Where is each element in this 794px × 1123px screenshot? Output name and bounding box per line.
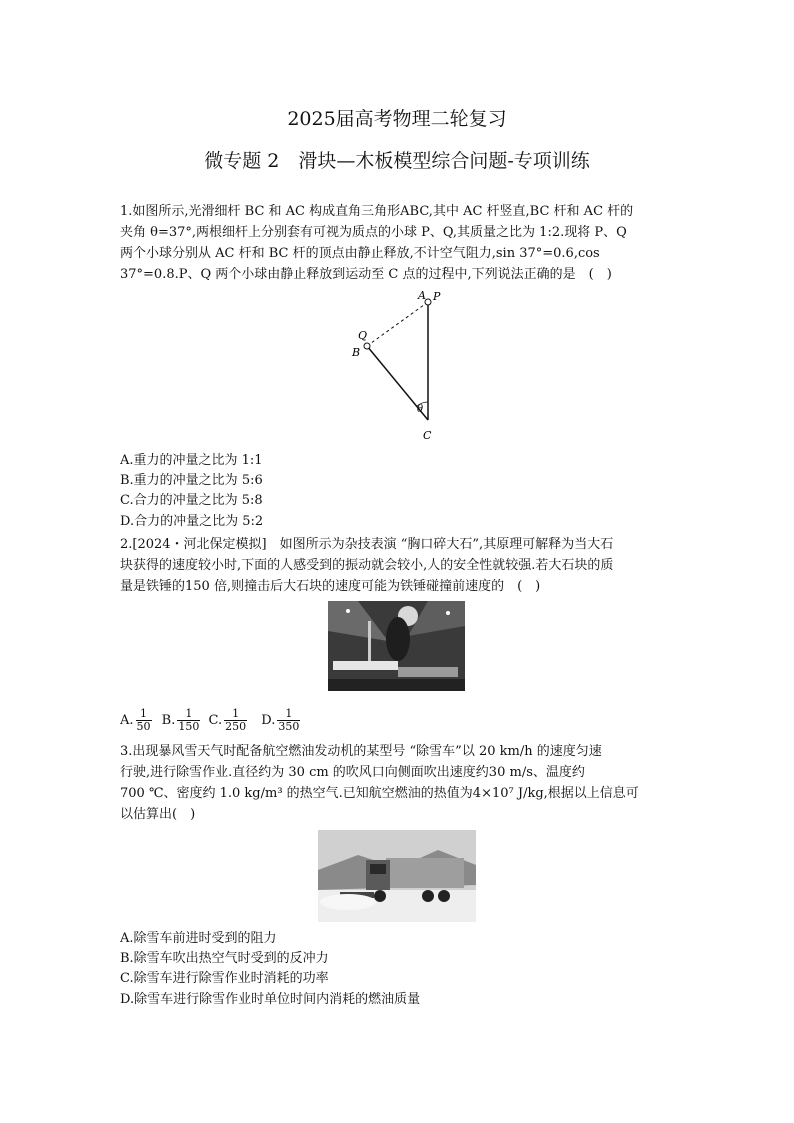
q2-option-a[interactable]: A. $\frac{1}{50}$ xyxy=(120,707,151,733)
q3-option-b[interactable]: B.除雪车吹出热空气时受到的反冲力 xyxy=(120,951,329,966)
q2-options-row xyxy=(120,708,302,733)
q1-line: 1.如图所示,光滑细杆 BC 和 AC 构成直角三角形ABC,其中 AC 杆竖直,BC 杆和 AC 杆的 xyxy=(120,204,634,219)
q3-option-a[interactable]: A.除雪车前进时受到的阻力 xyxy=(120,931,277,946)
q2-option-d[interactable]: D. $\frac{1}{350}$ xyxy=(261,707,300,733)
q1-line: 夹角 θ=37°,两根细杆上分别套有可视为质点的小球 P、Q,其质量之比为 1:2.现将 P、Q xyxy=(120,225,627,240)
q3-option-c[interactable]: C.除雪车进行除雪作业时消耗的功率 xyxy=(120,971,329,986)
q3-option-d[interactable]: D.除雪车进行除雪作业时单位时间内消耗的燃油质量 xyxy=(120,992,421,1007)
q1-option-a[interactable]: A.重力的冲量之比为 1:1 xyxy=(120,453,263,468)
q1-option-b[interactable]: B.重力的冲量之比为 5:6 xyxy=(120,473,263,488)
label-a: A xyxy=(418,289,426,302)
label-q: Q xyxy=(358,329,368,342)
q2-option-b[interactable]: B. $\frac{1}{150}$ xyxy=(161,707,200,733)
q2-line: 块获得的速度较小时,下面的人感受到的振动就会较小,人的安全性就较强.若大石块的质 xyxy=(120,558,614,573)
stone-smash-photo xyxy=(328,601,465,691)
q1-line: 两个小球分别从 AC 杆和 BC 杆的顶点由静止释放,不计空气阻力,sin 37°=0.6,cos xyxy=(120,246,600,261)
label-b: B xyxy=(352,346,361,359)
q1-line: 37°=0.8.P、Q 两个小球由静止释放到运动至 C 点的过程中,下列说法正确的是 ( ) xyxy=(120,267,612,282)
q3-line: 以估算出( ) xyxy=(120,807,196,822)
q1-option-c[interactable]: C.合力的冲量之比为 5:8 xyxy=(120,493,263,508)
q2-line: 2.[2024・河北保定模拟] 如图所示为杂技表演 “胸口碎大石”,其原理可解释为当大石 xyxy=(120,537,614,552)
label-c: C xyxy=(423,429,432,442)
q1-option-d[interactable]: D.合力的冲量之比为 5:2 xyxy=(120,514,264,529)
q2-option-c[interactable]: C. $\frac{1}{250}$ xyxy=(208,707,247,733)
question-2-text xyxy=(120,534,680,597)
dashed-ab xyxy=(367,302,428,346)
question-3-text xyxy=(120,741,680,825)
q3-line: 行驶,进行除雪作业.直径约为 30 cm 的吹风口向侧面吹出速度约30 m/s、温度约 xyxy=(120,765,585,780)
q3-line: 700 ℃、密度约 1.0 kg/m³ 的热空气.已知航空燃油的热值为4×10⁷ J/kg,根据以上信息可 xyxy=(120,786,639,801)
page-subtitle: 微专题 2 滑块—木板模型综合问题-专项训练 xyxy=(204,150,590,172)
ball-q xyxy=(364,343,370,349)
label-p: P xyxy=(433,290,441,303)
q3-line: 3.出现暴风雪天气时配备航空燃油发动机的某型号 “除雪车”以 20 km/h 的速度匀速 xyxy=(120,744,602,759)
label-theta: θ xyxy=(417,404,424,415)
page-title: 2025届高考物理二轮复习 xyxy=(287,108,507,130)
snow-truck-photo xyxy=(318,830,476,922)
q1-figure xyxy=(340,284,460,446)
question-1-text xyxy=(120,201,680,285)
q2-line: 量是铁锤的150 倍,则撞击后大石块的速度可能为铁锤碰撞前速度的 ( ) xyxy=(120,579,541,594)
